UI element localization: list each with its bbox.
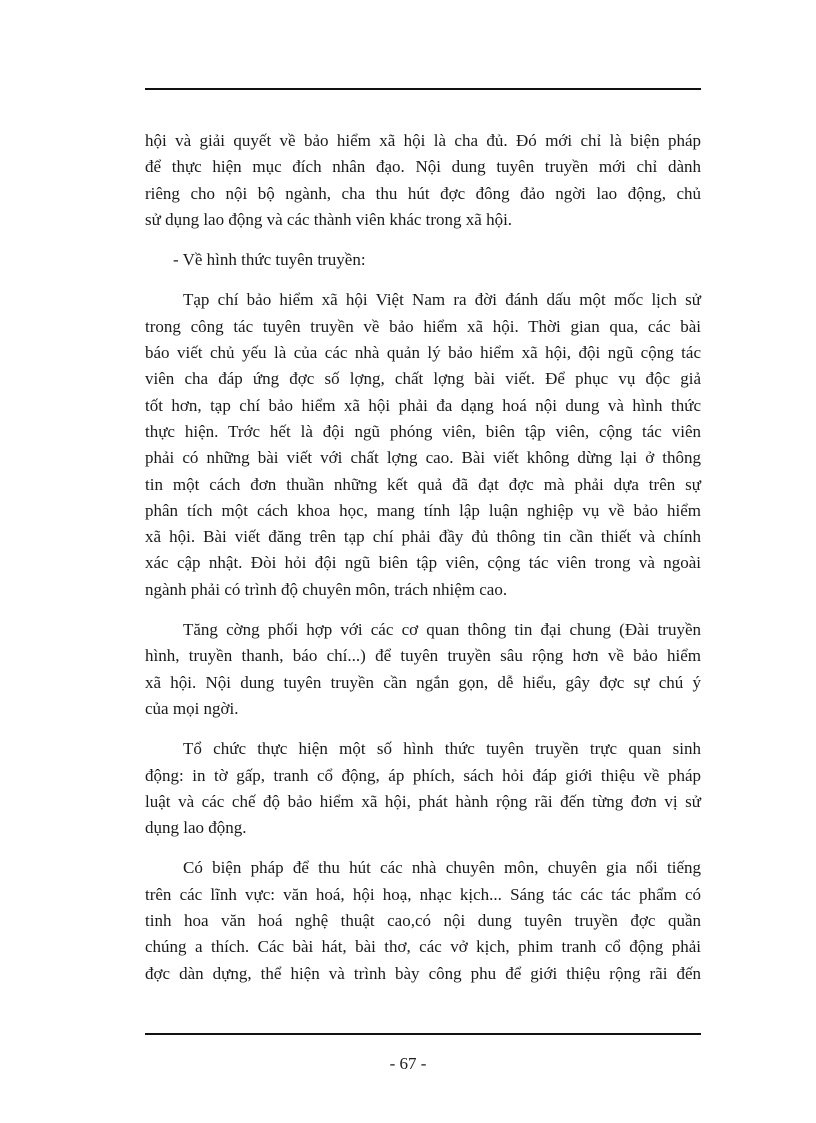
- paragraph-magazine: [145, 287, 701, 603]
- text-line: hội và giải quyết về bảo hiểm xã hội là cha đủ. Đó mới chỉ là biện pháp: [145, 131, 701, 150]
- footer-rule: [145, 1033, 701, 1035]
- text-line: phân tích một cách khoa học, mang tính lập luận nghiệp vụ về bảo hiểm: [145, 500, 701, 520]
- text-line: xác cập nhật. Đòi hỏi đội ngũ biên tập viên, cộng tác viên trong và ngoài: [145, 553, 701, 573]
- text-line: tin một cách đơn thuần những kết quả đã đạt đợc mà phải dựa trên sự: [145, 474, 701, 494]
- text-line: trong công tác tuyên truyền về bảo hiểm xã hội. Thời gian qua, các bài: [145, 316, 701, 336]
- text-line: trên các lĩnh vực: văn hoá, hội hoạ, nhạc kịch... Sáng tác các tác phẩm có: [145, 884, 701, 904]
- text-line: tốt hơn, tạp chí bảo hiểm xã hội phải đa dạng hoá nội dung và hình thức: [145, 395, 701, 415]
- text-line: Tăng cờng phối hợp với các cơ quan thông tin đại chung (Đài truyền: [183, 620, 701, 640]
- text-line: đợc dàn dựng, thể hiện và trình bày công phu để giới thiệu rộng rãi đến: [145, 963, 701, 983]
- text-line: Có biện pháp để thu hút các nhà chuyên môn, chuyên gia nổi tiếng: [183, 858, 701, 878]
- paragraph-heading: [145, 247, 701, 273]
- section-heading: - Về hình thức tuyên truyền:: [173, 250, 366, 270]
- paragraph-media: [145, 617, 701, 722]
- text-line: phải có những bài viết với chất lợng cao. Bài viết không dừng lại ở thông: [145, 448, 701, 468]
- text-line: thực hiện. Trớc hết là đội ngũ phóng viên, biên tập viên, cộng tác viên: [145, 421, 701, 441]
- text-line: ngành phải có trình độ chuyên môn, trách nhiệm cao.: [145, 579, 508, 599]
- text-line: Tổ chức thực hiện một số hình thức tuyên truyền trực quan sinh: [183, 739, 701, 759]
- text-line: xã hội. Bài viết đăng trên tạp chí phải đầy đủ thông tin cần thiết và chính: [145, 527, 701, 547]
- text-line: động: in tờ gấp, tranh cổ động, áp phích, sách hỏi đáp giới thiệu về pháp: [145, 765, 701, 785]
- text-line: Tạp chí bảo hiểm xã hội Việt Nam ra đời đánh dấu một mốc lịch sử: [183, 290, 701, 310]
- text-line: để thực hiện mục đích nhân đạo. Nội dung tuyên truyền mới chỉ dành: [145, 157, 701, 177]
- paragraph-experts: [145, 855, 701, 986]
- text-line: hình, truyền thanh, báo chí...) để tuyên truyền sâu rộng hơn về bảo hiểm: [145, 646, 701, 666]
- text-line: sử dụng lao động và các thành viên khác trong xã hội.: [145, 209, 513, 229]
- paragraph-visual: [145, 736, 701, 841]
- text-line: viên cha đáp ứng đợc số lợng, chất lợng bài viết. Để phục vụ độc giả: [145, 369, 701, 389]
- text-line: chúng a thích. Các bài hát, bài thơ, các vở kịch, phim tranh cổ động phải: [145, 937, 701, 957]
- text-line: riêng cho nội bộ ngành, cha thu hút đợc đông đảo ngời lao động, chủ: [145, 183, 701, 203]
- text-line: của mọi ngời.: [145, 698, 239, 718]
- text-line: luật và các chế độ bảo hiểm xã hội, phát hành rộng rãi đến từng đơn vị sử: [145, 791, 701, 811]
- paragraph-intro: [145, 128, 701, 233]
- document-body: [145, 128, 701, 987]
- page-number: - 67 -: [389, 1054, 427, 1073]
- text-line: báo viết chủ yếu là của các nhà quản lý bảo hiểm xã hội, đội ngũ cộng tác: [145, 343, 701, 363]
- text-line: tinh hoa văn hoá nghệ thuật cao,có nội dung tuyên truyền đợc quần: [145, 911, 701, 931]
- header-rule: [145, 88, 701, 90]
- text-line: xã hội. Nội dung tuyên truyền cần ngắn gọn, dễ hiểu, gây đợc sự chú ý: [145, 672, 701, 692]
- text-line: dụng lao động.: [145, 818, 247, 838]
